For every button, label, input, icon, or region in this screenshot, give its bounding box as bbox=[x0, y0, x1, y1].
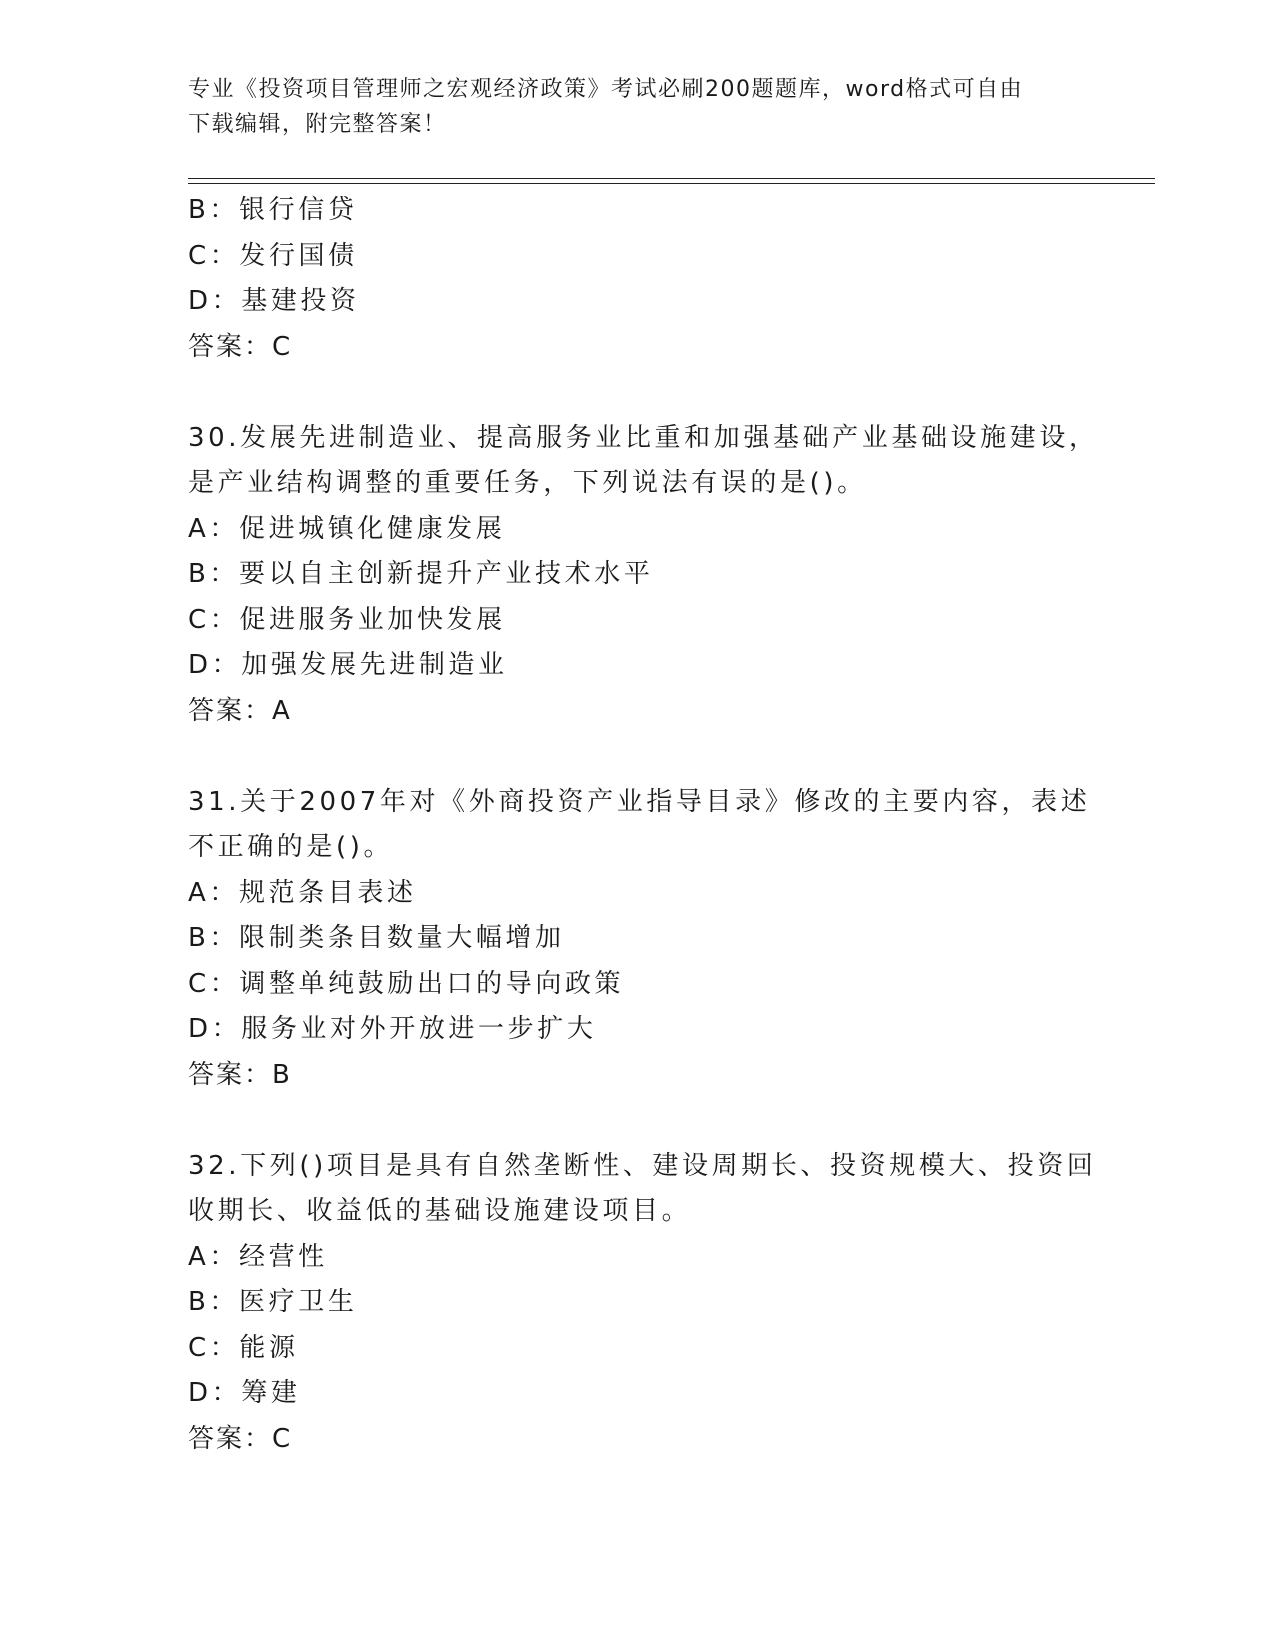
header-line-1: 专业《投资项目管理师之宏观经济政策》考试必刷200题题库，word格式可自由 bbox=[188, 77, 1024, 102]
answer-line: 答案：C bbox=[188, 331, 293, 362]
answer-line: 答案：C bbox=[188, 1423, 293, 1454]
question-block-30 bbox=[188, 416, 1099, 735]
question-stem-line: 是产业结构调整的重要任务，下列说法有误的是()。 bbox=[188, 468, 867, 498]
option-b: B：银行信贷 bbox=[188, 195, 358, 225]
question-stem-line: 32.下列()项目是具有自然垄断性、建设周期长、投资规模大、投资回 bbox=[188, 1150, 1097, 1181]
option-d: D：筹建 bbox=[188, 1378, 301, 1408]
spacer bbox=[188, 370, 1088, 416]
option-d: D：服务业对外开放进一步扩大 bbox=[188, 1014, 597, 1044]
question-stem-line: 31.关于2007年对《外商投资产业指导目录》修改的主要内容，表述 bbox=[188, 786, 1091, 817]
option-d: D：加强发展先进制造业 bbox=[188, 650, 508, 680]
question-block-29 bbox=[188, 188, 1088, 370]
option-a: A：规范条目表述 bbox=[188, 877, 417, 908]
option-c: C：能源 bbox=[188, 1332, 299, 1363]
question-stem-line: 30.发展先进制造业、提高服务业比重和加强基础产业基础设施建设， bbox=[188, 422, 1099, 453]
header-rule-top bbox=[188, 178, 1155, 179]
option-b: B：要以自主创新提升产业技术水平 bbox=[188, 559, 654, 589]
option-a: A：经营性 bbox=[188, 1241, 328, 1272]
option-c: C：调整单纯鼓励出口的导向政策 bbox=[188, 968, 625, 999]
spacer bbox=[188, 734, 1088, 780]
answer-line: 答案：A bbox=[188, 695, 292, 726]
option-b: B：医疗卫生 bbox=[188, 1287, 358, 1317]
document-header bbox=[188, 72, 1088, 142]
answer-line: 答案：B bbox=[188, 1059, 292, 1090]
header-line-2: 下载编辑，附完整答案！ bbox=[188, 112, 447, 137]
option-b: B：限制类条目数量大幅增加 bbox=[188, 923, 565, 953]
question-stem-line: 不正确的是()。 bbox=[188, 832, 394, 862]
question-list bbox=[188, 188, 1099, 1462]
option-d: D：基建投资 bbox=[188, 286, 360, 316]
option-a: A：促进城镇化健康发展 bbox=[188, 513, 506, 544]
spacer bbox=[188, 1098, 1088, 1144]
option-c: C：发行国债 bbox=[188, 240, 358, 271]
question-block-32 bbox=[188, 1144, 1097, 1463]
option-c: C：促进服务业加快发展 bbox=[188, 604, 506, 635]
header-rule-bottom bbox=[188, 183, 1155, 184]
question-stem-line: 收期长、收益低的基础设施建设项目。 bbox=[188, 1196, 692, 1226]
question-block-31 bbox=[188, 780, 1091, 1099]
